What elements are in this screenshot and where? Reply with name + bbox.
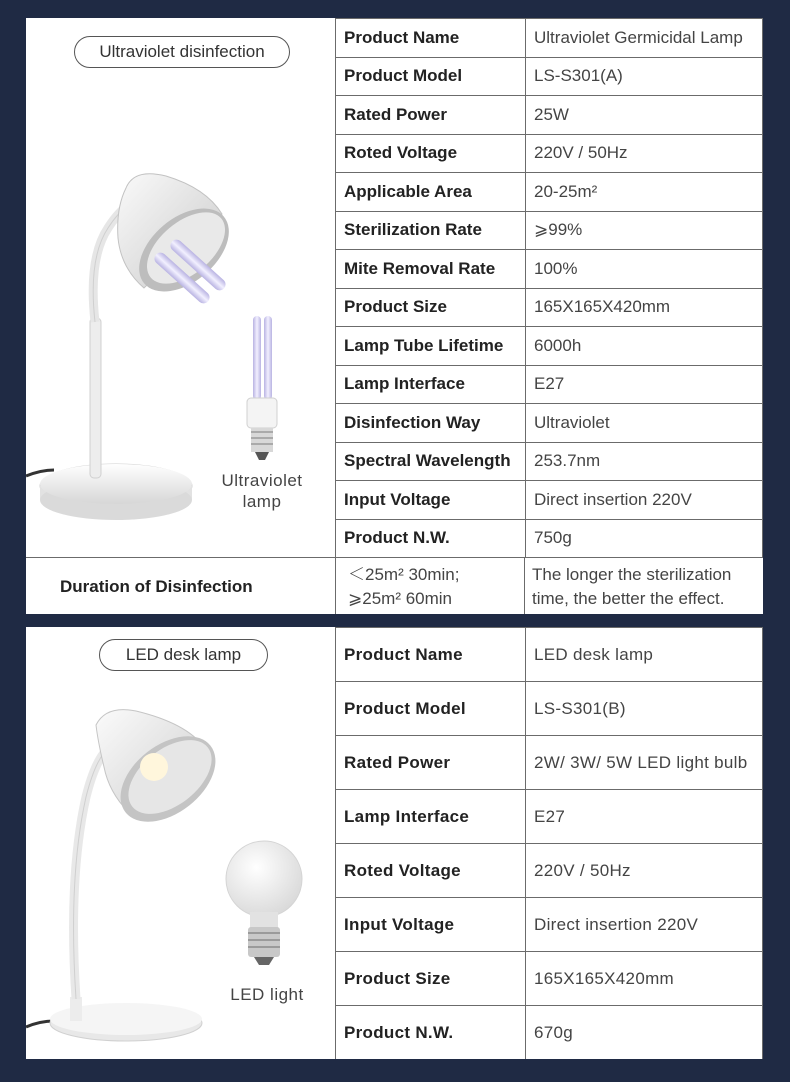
- spec-label: Product N.W.: [336, 519, 526, 558]
- uv-desk-lamp-image: [40, 174, 244, 520]
- spec-row: [336, 327, 763, 366]
- spec-label: Lamp Tube Lifetime: [336, 327, 526, 366]
- spec-row: [336, 844, 763, 898]
- spec-row: [336, 211, 763, 250]
- spec-row: [336, 898, 763, 952]
- led-desk-lamp-image: [50, 710, 231, 1041]
- duration-row: [26, 557, 763, 614]
- led-product-image: [26, 627, 335, 1059]
- spec-row: [336, 19, 763, 58]
- spec-label: Product Size: [336, 952, 526, 1006]
- spec-row: [336, 134, 763, 173]
- spec-row: [336, 250, 763, 289]
- spec-value: 2W/ 3W/ 5W LED light bulb: [526, 736, 763, 790]
- spec-label: Product Model: [336, 682, 526, 736]
- spec-value: 220V / 50Hz: [526, 134, 763, 173]
- spec-row: [336, 404, 763, 443]
- spec-row: [336, 57, 763, 96]
- led-image-caption: LED light: [230, 985, 304, 1004]
- uv-category-badge: Ultraviolet disinfection: [74, 36, 290, 68]
- spec-value: Ultraviolet: [526, 404, 763, 443]
- spec-row: [336, 952, 763, 1006]
- spec-value: 165X165X420mm: [526, 288, 763, 327]
- spec-row: [336, 519, 763, 558]
- spec-value: 253.7nm: [526, 442, 763, 481]
- uv-product-image: [26, 18, 335, 557]
- spec-value: 100%: [526, 250, 763, 289]
- spec-label: Input Voltage: [336, 481, 526, 520]
- spec-row: [336, 481, 763, 520]
- spec-value: 750g: [526, 519, 763, 558]
- spec-row: [336, 1006, 763, 1060]
- spec-value: 6000h: [526, 327, 763, 366]
- spec-label: Applicable Area: [336, 173, 526, 212]
- spec-label: Rated Power: [336, 96, 526, 135]
- spec-label: Product Name: [336, 628, 526, 682]
- spec-label: Lamp Interface: [336, 365, 526, 404]
- spec-row: [336, 790, 763, 844]
- duration-time-large: ⩾25m² 60min: [348, 589, 453, 608]
- spec-label: Roted Voltage: [336, 844, 526, 898]
- spec-value: LS-S301(A): [526, 57, 763, 96]
- spec-value: 25W: [526, 96, 763, 135]
- spec-value: 670g: [526, 1006, 763, 1060]
- spec-label: Sterilization Rate: [336, 211, 526, 250]
- uv-image-caption: Ultraviolet lamp: [221, 471, 303, 511]
- spec-label: Rated Power: [336, 736, 526, 790]
- led-product-panel: [26, 627, 763, 1059]
- spec-value: ⩾99%: [526, 211, 763, 250]
- spec-label: Product Model: [336, 57, 526, 96]
- spec-value: 165X165X420mm: [526, 952, 763, 1006]
- duration-time-small: ＜25m² 30min;: [348, 565, 460, 584]
- spec-value: LS-S301(B): [526, 682, 763, 736]
- spec-row: [336, 288, 763, 327]
- uv-tube-bulb-image: [247, 316, 277, 460]
- spec-label: Mite Removal Rate: [336, 250, 526, 289]
- spec-value: E27: [526, 365, 763, 404]
- spec-value: E27: [526, 790, 763, 844]
- uv-product-panel: [26, 18, 763, 614]
- spec-row: [336, 173, 763, 212]
- spec-row: [336, 736, 763, 790]
- spec-label: Lamp Interface: [336, 790, 526, 844]
- led-spec-table: [335, 627, 763, 1059]
- spec-label: Product N.W.: [336, 1006, 526, 1060]
- duration-label: Duration of Disinfection: [60, 576, 253, 596]
- spec-value: Direct insertion 220V: [526, 481, 763, 520]
- spec-value: Direct insertion 220V: [526, 898, 763, 952]
- spec-label: Spectral Wavelength: [336, 442, 526, 481]
- led-category-badge: LED desk lamp: [99, 639, 268, 671]
- spec-label: Product Size: [336, 288, 526, 327]
- spec-row: [336, 365, 763, 404]
- led-bulb-image: [226, 841, 302, 965]
- spec-label: Roted Voltage: [336, 134, 526, 173]
- spec-value: 20-25m²: [526, 173, 763, 212]
- spec-value: LED desk lamp: [526, 628, 763, 682]
- spec-value: Ultraviolet Germicidal Lamp: [526, 19, 763, 58]
- uv-spec-table: [335, 18, 763, 558]
- duration-times: [348, 563, 520, 611]
- duration-note: The longer the sterilization time, the better the effect.: [532, 565, 732, 608]
- spec-row: [336, 628, 763, 682]
- spec-label: Input Voltage: [336, 898, 526, 952]
- spec-value: 220V / 50Hz: [526, 844, 763, 898]
- spec-label: Disinfection Way: [336, 404, 526, 443]
- spec-row: [336, 442, 763, 481]
- spec-row: [336, 96, 763, 135]
- spec-label: Product Name: [336, 19, 526, 58]
- spec-row: [336, 682, 763, 736]
